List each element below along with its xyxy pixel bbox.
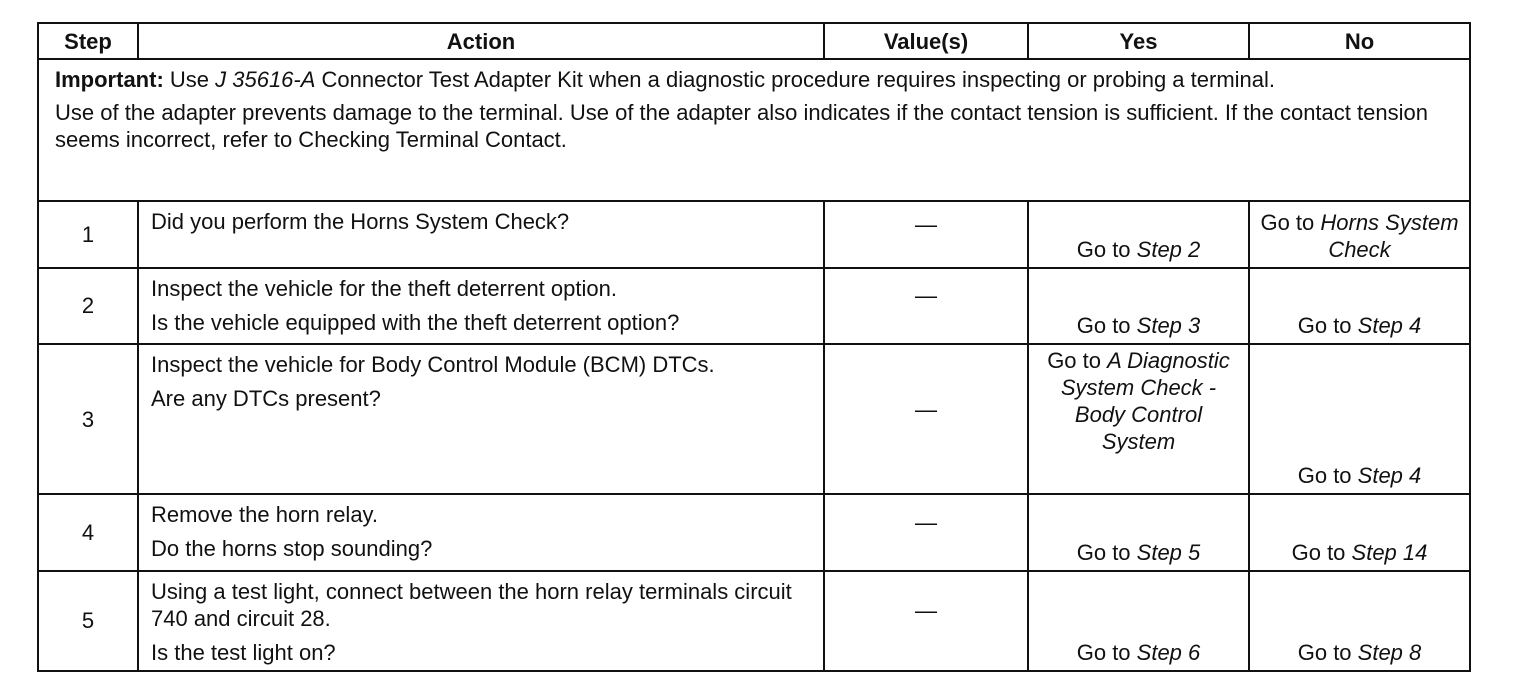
value-cell <box>824 344 1028 494</box>
yes-cell[interactable] <box>1028 268 1249 344</box>
action-text: Inspect the vehicle for Body Control Module (BCM) DTCs. <box>151 351 715 377</box>
no-cell[interactable] <box>1249 344 1470 494</box>
yes-link[interactable]: Step 2 <box>1136 236 1201 262</box>
value-cell <box>824 201 1028 267</box>
value-dash: — <box>915 212 937 238</box>
no-cell[interactable] <box>1249 494 1470 570</box>
header-values: Value(s) <box>824 23 1028 59</box>
action-cell <box>138 268 824 344</box>
yes-prefix: Go to <box>1076 312 1137 338</box>
yes-link[interactable]: A Diagnostic System Check - Body Control System <box>1060 347 1230 454</box>
yes-cell[interactable] <box>1028 201 1249 267</box>
yes-cell[interactable] <box>1028 344 1249 494</box>
step-number: 1 <box>38 201 138 267</box>
no-link[interactable]: Step 4 <box>1357 312 1422 338</box>
value-cell <box>824 494 1028 570</box>
value-cell <box>824 571 1028 671</box>
value-dash: — <box>915 396 937 422</box>
no-prefix: Go to <box>1260 209 1321 235</box>
value-dash: — <box>915 598 937 624</box>
yes-prefix: Go to <box>1076 640 1137 665</box>
step-number: 3 <box>38 344 138 494</box>
value-cell <box>824 268 1028 344</box>
no-link[interactable]: Step 8 <box>1357 640 1422 665</box>
header-step: Step <box>38 23 138 59</box>
action-cell <box>138 344 824 494</box>
no-cell[interactable] <box>1249 201 1470 267</box>
action-text: Did you perform the Horns System Check? <box>151 209 570 235</box>
yes-link[interactable]: Step 6 <box>1136 640 1201 665</box>
step-number: 4 <box>38 494 138 570</box>
action-cell <box>138 571 824 671</box>
important-label: Important: <box>55 67 164 92</box>
step-number: 5 <box>38 571 138 671</box>
important-note <box>38 59 1470 201</box>
action-text: Inspect the vehicle for the theft deterrent option. <box>151 275 617 301</box>
note-text: Connector Test Adapter Kit when a diagnostic procedure requires inspecting or probing a terminal. <box>315 67 1276 92</box>
header-action: Action <box>138 23 824 59</box>
step-number: 2 <box>38 268 138 344</box>
table-row <box>38 494 1470 570</box>
action-cell <box>138 201 824 267</box>
action-question: Is the vehicle equipped with the theft deterrent option? <box>151 309 680 335</box>
tool-reference: J 35616-A <box>215 67 316 92</box>
no-cell[interactable] <box>1249 268 1470 344</box>
header-yes: Yes <box>1028 23 1249 59</box>
action-text: Remove the horn relay. <box>151 502 379 528</box>
note-text: Use <box>163 67 216 92</box>
note-line-2: Use of the adapter prevents damage to the terminal. Use of the adapter also indicates if the contact tension is sufficient. If the contact tension seems incorrect, refer to Checking Terminal Contact. <box>55 100 1428 152</box>
no-prefix: Go to <box>1297 463 1358 489</box>
no-link[interactable]: Horns System Check <box>1320 209 1459 262</box>
action-question: Are any DTCs present? <box>151 385 381 411</box>
yes-cell[interactable] <box>1028 571 1249 671</box>
table-row <box>38 201 1470 267</box>
no-prefix: Go to <box>1297 640 1358 665</box>
action-question: Do the horns stop sounding? <box>151 536 433 562</box>
no-link[interactable]: Step 14 <box>1351 539 1428 565</box>
action-text: Using a test light, connect between the horn relay terminals circuit 740 and circuit 28. <box>151 578 792 631</box>
value-dash: — <box>915 283 937 309</box>
table-row <box>38 268 1470 344</box>
action-cell <box>138 494 824 570</box>
yes-cell[interactable] <box>1028 494 1249 570</box>
table-row <box>38 344 1470 494</box>
note-line-1 <box>55 66 1455 93</box>
header-no: No <box>1249 23 1470 59</box>
yes-prefix: Go to <box>1047 347 1108 373</box>
diagnostic-table <box>37 22 1471 672</box>
yes-link[interactable]: Step 5 <box>1136 539 1201 565</box>
no-prefix: Go to <box>1291 539 1352 565</box>
no-cell[interactable] <box>1249 571 1470 671</box>
value-dash: — <box>915 509 937 535</box>
important-note-row <box>38 59 1470 201</box>
yes-prefix: Go to <box>1076 236 1137 262</box>
header-row <box>38 23 1470 59</box>
table-row <box>38 571 1470 671</box>
no-link[interactable]: Step 4 <box>1357 463 1422 489</box>
yes-link[interactable]: Step 3 <box>1136 312 1201 338</box>
no-prefix: Go to <box>1297 312 1358 338</box>
action-question: Is the test light on? <box>151 639 336 665</box>
yes-prefix: Go to <box>1076 539 1137 565</box>
